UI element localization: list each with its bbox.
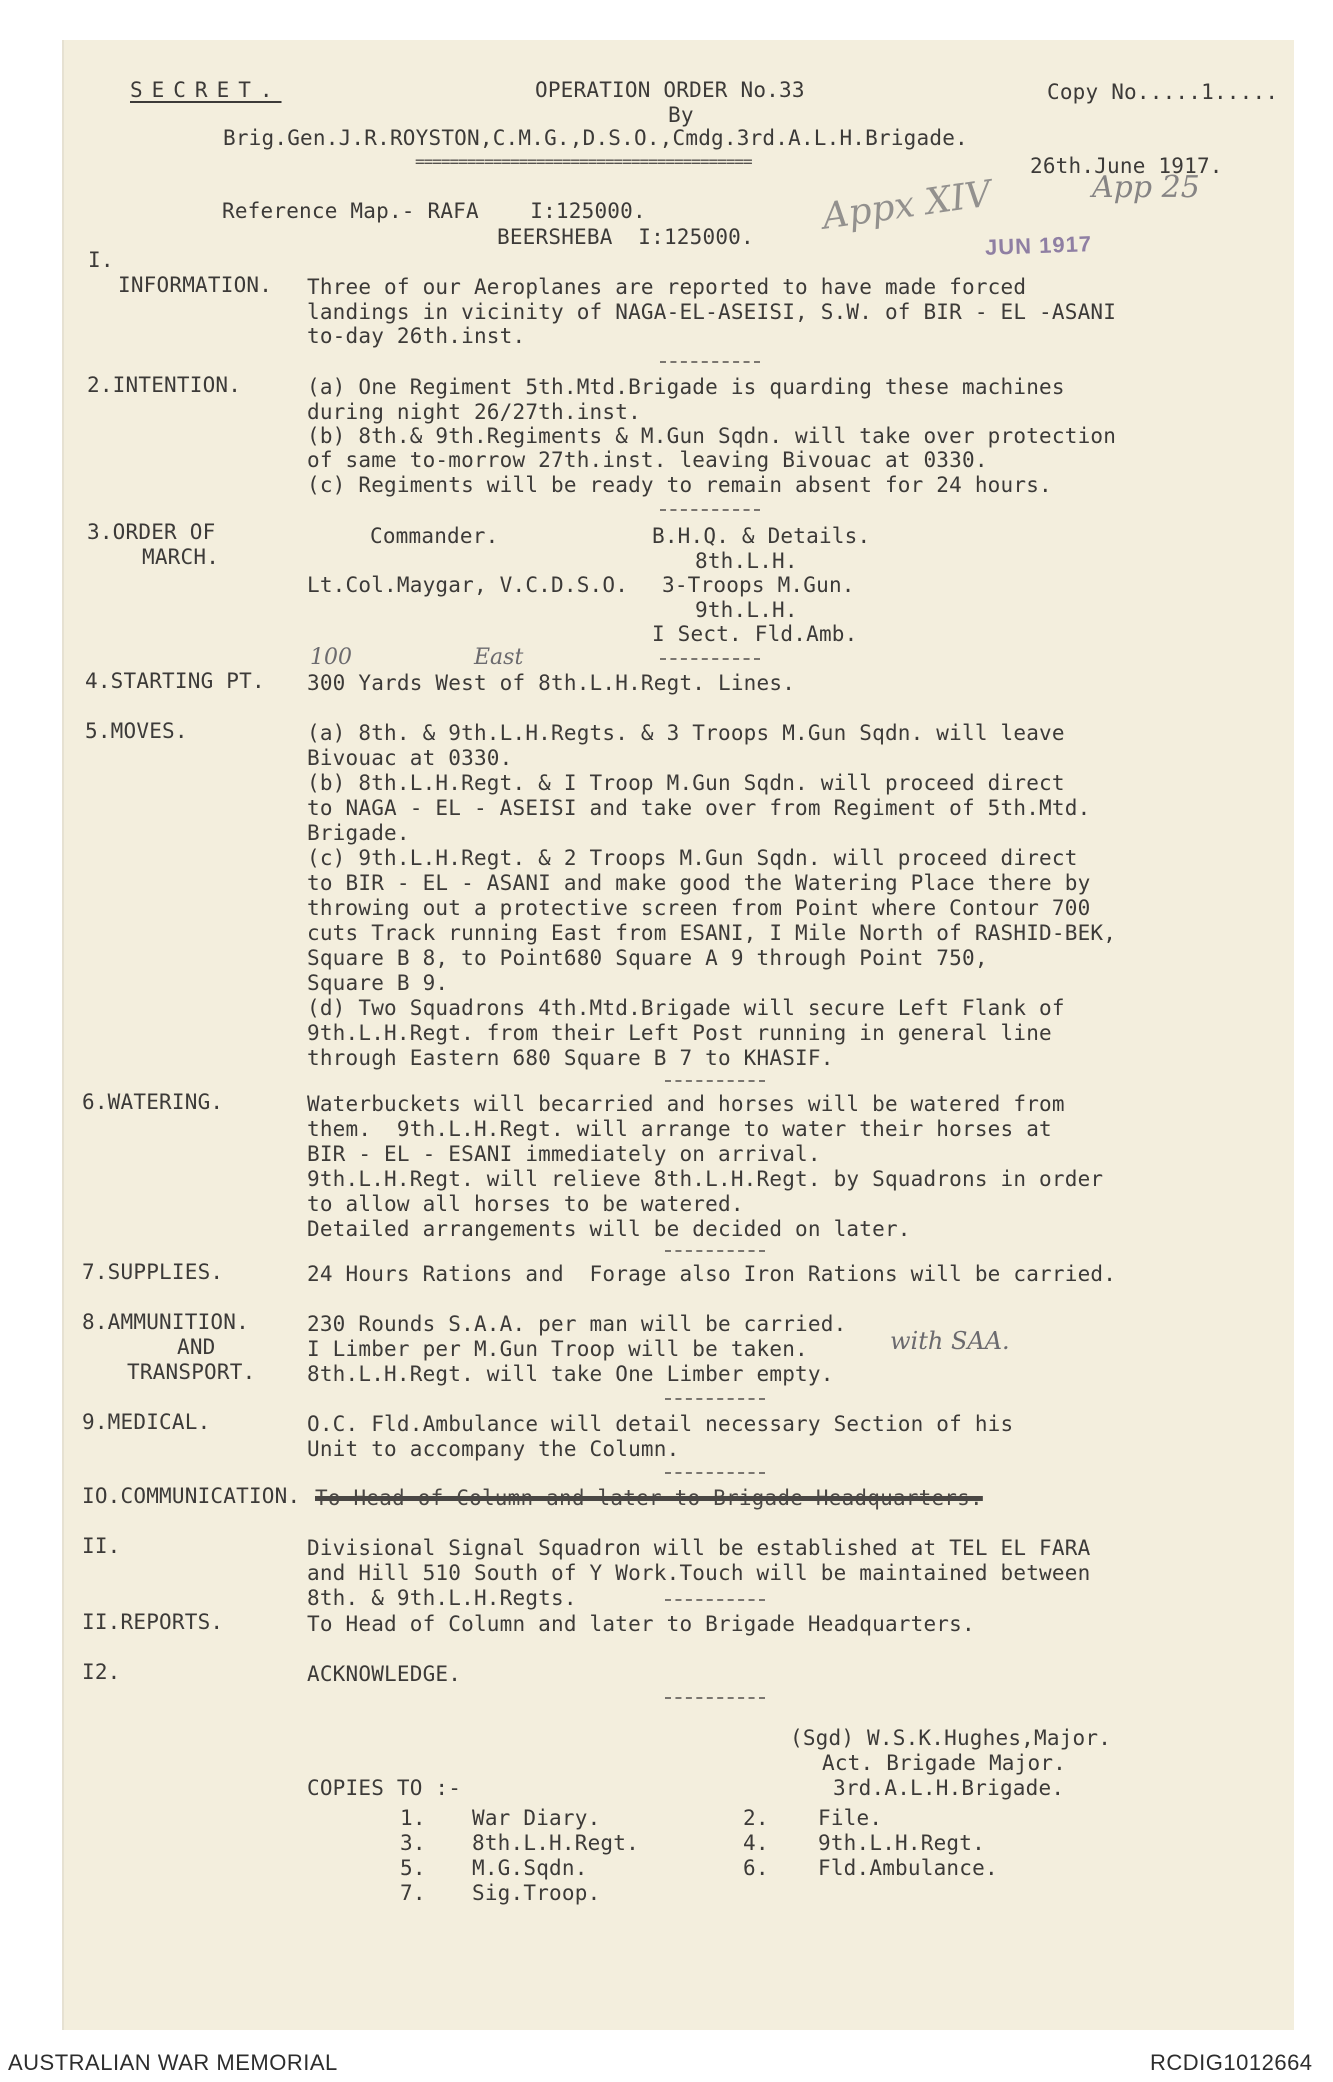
copy-recipient-3: 8th.L.H.Regt.: [472, 1831, 639, 1855]
moves-line-11: Square B 9.: [307, 971, 449, 995]
copy-number-1: 1.: [400, 1806, 426, 1830]
issuer: Brig.Gen.J.R.ROYSTON,C.M.G.,D.S.O.,Cmdg.3rd.A.L.H.Brigade.: [223, 126, 968, 150]
commander-name: Lt.Col.Maygar, V.C.D.S.O.: [307, 573, 629, 597]
watering-heading: 6.WATERING.: [82, 1090, 224, 1114]
acknowledge-number: I2.: [82, 1660, 121, 1684]
communication-heading: IO.COMMUNICATION.: [82, 1484, 301, 1508]
communication-line-2: and Hill 510 South of Y Work.Touch will be maintained between: [307, 1561, 1091, 1585]
divider: [665, 1697, 765, 1699]
intention-line-4: of same to-morrow 27th.inst. leaving Bivouac at 0330.: [307, 448, 988, 472]
moves-line-6: (c) 9th.L.H.Regt. & 2 Troops M.Gun Sqdn. will proceed direct: [307, 846, 1078, 870]
moves-line-14: through Eastern 680 Square B 7 to KHASIF.: [307, 1046, 834, 1070]
footer-catalogue-id: RCDIG1012664: [1150, 2050, 1313, 2075]
handwritten-direction: East: [474, 645, 524, 670]
divider: [665, 1080, 765, 1082]
divider: [665, 1599, 765, 1601]
march-unit-5: I Sect. Fld.Amb.: [652, 622, 858, 646]
communication-struck-text: To Head of Column and later to Brigade Headquarters.: [315, 1486, 983, 1510]
information-heading: INFORMATION.: [118, 273, 273, 297]
handwritten-ammunition-note: with SAA.: [890, 1327, 1010, 1355]
issuer-underline: =======================================: [415, 152, 752, 171]
reference-map-rafa: Reference Map.- RAFA I:125000.: [222, 199, 646, 223]
supplies-text: 24 Hours Rations and Forage also Iron Rations will be carried.: [307, 1262, 1117, 1286]
ammunition-heading-2: AND: [177, 1335, 216, 1359]
intention-line-5: (c) Regiments will be ready to remain absent for 24 hours.: [307, 473, 1052, 497]
moves-line-1: (a) 8th. & 9th.L.H.Regts. & 3 Troops M.Gun Sqdn. will leave: [307, 721, 1065, 745]
ammunition-heading-3: TRANSPORT.: [127, 1360, 256, 1384]
reports-text: To Head of Column and later to Brigade Headquarters.: [307, 1612, 975, 1636]
copy-recipient-2: File.: [818, 1806, 883, 1830]
divider: [660, 658, 760, 660]
watering-line-3: BIR - EL - ESANI immediately on arrival.: [307, 1142, 821, 1166]
by-label: By: [668, 103, 694, 127]
ammunition-line-2: I Limber per M.Gun Troop will be taken.: [307, 1337, 808, 1361]
intention-line-3: (b) 8th.& 9th.Regiments & M.Gun Sqdn. will take over protection: [307, 424, 1117, 448]
section-11-number: II.: [82, 1534, 121, 1558]
moves-line-4: to NAGA - EL - ASEISI and take over from Regiment of 5th.Mtd.: [307, 796, 1091, 820]
intention-line-2: during night 26/27th.inst.: [307, 400, 641, 424]
starting-point-text: 300 Yards West of 8th.L.H.Regt. Lines.: [307, 671, 796, 695]
watering-line-5: to allow all horses to be watered.: [307, 1192, 744, 1216]
supplies-heading: 7.SUPPLIES.: [82, 1260, 224, 1284]
date-stamp: JUN 1917: [984, 231, 1093, 260]
document-title: OPERATION ORDER No.33: [535, 78, 805, 102]
order-of-march-heading: 3.ORDER OF: [87, 520, 216, 544]
copy-recipient-6: Fld.Ambulance.: [818, 1856, 998, 1880]
medical-line-2: Unit to accompany the Column.: [307, 1437, 680, 1461]
march-unit-1: B.H.Q. & Details.: [652, 524, 871, 548]
divider: [660, 509, 760, 511]
march-unit-3: 3-Troops M.Gun.: [662, 573, 855, 597]
intention-heading: 2.INTENTION.: [87, 373, 242, 397]
march-unit-2: 8th.L.H.: [695, 549, 798, 573]
moves-line-8: throwing out a protective screen from Point where Contour 700: [307, 896, 1091, 920]
moves-line-12: (d) Two Squadrons 4th.Mtd.Brigade will secure Left Flank of: [307, 996, 1065, 1020]
watering-line-1: Waterbuckets will becarried and horses will be watered from: [307, 1092, 1065, 1116]
copy-number: Copy No.....1.....: [1047, 80, 1279, 104]
copy-recipient-1: War Diary.: [472, 1806, 601, 1830]
handwritten-folio-note: App 25: [1092, 170, 1200, 205]
moves-line-7: to BIR - EL - ASANI and make good the Watering Place there by: [307, 871, 1091, 895]
order-of-march-heading-2: MARCH.: [142, 545, 220, 569]
copy-number-3: 3.: [400, 1831, 426, 1855]
copy-recipient-4: 9th.L.H.Regt.: [818, 1831, 985, 1855]
copy-number-7: 7.: [400, 1881, 426, 1905]
copy-number-6: 6.: [743, 1856, 769, 1880]
moves-line-2: Bivouac at 0330.: [307, 746, 513, 770]
acknowledge-text: ACKNOWLEDGE.: [307, 1662, 462, 1686]
medical-heading: 9.MEDICAL.: [82, 1410, 211, 1434]
section-1-number: I.: [88, 248, 114, 272]
copy-recipient-5: M.G.Sqdn.: [472, 1856, 588, 1880]
moves-line-9: cuts Track running East from ESANI, I Mile North of RASHID-BEK,: [307, 921, 1117, 945]
starting-point-heading: 4.STARTING PT.: [85, 669, 265, 693]
ammunition-line-3: 8th.L.H.Regt. will take One Limber empty.: [307, 1362, 834, 1386]
communication-line-1: Divisional Signal Squadron will be established at TEL EL FARA: [307, 1536, 1091, 1560]
copy-number-4: 4.: [743, 1831, 769, 1855]
moves-line-13: 9th.L.H.Regt. from their Left Post running in general line: [307, 1021, 1052, 1045]
handwritten-yards: 100: [310, 645, 352, 670]
copies-heading: COPIES TO :-: [307, 1776, 462, 1800]
information-line-1: Three of our Aeroplanes are reported to have made forced: [307, 275, 1027, 299]
reference-map-beersheba: BEERSHEBA I:125000.: [497, 225, 754, 249]
march-unit-4: 9th.L.H.: [695, 598, 798, 622]
watering-line-6: Detailed arrangements will be decided on later.: [307, 1217, 911, 1241]
moves-line-3: (b) 8th.L.H.Regt. & I Troop M.Gun Sqdn. will proceed direct: [307, 771, 1065, 795]
medical-line-1: O.C. Fld.Ambulance will detail necessary Section of his: [307, 1412, 1014, 1436]
handwritten-appendix-note: Appx XIV: [819, 173, 994, 238]
secret-marking: SECRET.: [130, 78, 282, 102]
intention-line-1: (a) One Regiment 5th.Mtd.Brigade is quarding these machines: [307, 375, 1065, 399]
moves-heading: 5.MOVES.: [85, 719, 188, 743]
ammunition-heading: 8.AMMUNITION.: [82, 1310, 249, 1334]
signature-title: Act. Brigade Major.: [822, 1751, 1067, 1775]
information-line-2: landings in vicinity of NAGA-EL-ASEISI, S.W. of BIR - EL -ASANI: [307, 300, 1117, 324]
reports-heading: II.REPORTS.: [82, 1610, 224, 1634]
commander-label: Commander.: [370, 524, 499, 548]
signature-unit: 3rd.A.L.H.Brigade.: [833, 1776, 1065, 1800]
footer-institution: AUSTRALIAN WAR MEMORIAL: [8, 2050, 338, 2075]
divider: [665, 1472, 765, 1474]
information-line-3: to-day 26th.inst.: [307, 324, 526, 348]
watering-line-2: them. 9th.L.H.Regt. will arrange to water their horses at: [307, 1117, 1052, 1141]
ammunition-line-1: 230 Rounds S.A.A. per man will be carried.: [307, 1312, 847, 1336]
moves-line-10: Square B 8, to Point680 Square A 9 through Point 750,: [307, 946, 988, 970]
communication-line-3: 8th. & 9th.L.H.Regts.: [307, 1586, 577, 1610]
copy-number-5: 5.: [400, 1856, 426, 1880]
watering-line-4: 9th.L.H.Regt. will relieve 8th.L.H.Regt. by Squadrons in order: [307, 1167, 1104, 1191]
copy-recipient-7: Sig.Troop.: [472, 1881, 601, 1905]
divider: [660, 361, 760, 363]
moves-line-5: Brigade.: [307, 821, 410, 845]
divider: [665, 1398, 765, 1400]
copy-number-2: 2.: [743, 1806, 769, 1830]
document-date: 26th.June 1917.: [1030, 154, 1223, 178]
signature-name: (Sgd) W.S.K.Hughes,Major.: [790, 1726, 1112, 1750]
divider: [665, 1250, 765, 1252]
